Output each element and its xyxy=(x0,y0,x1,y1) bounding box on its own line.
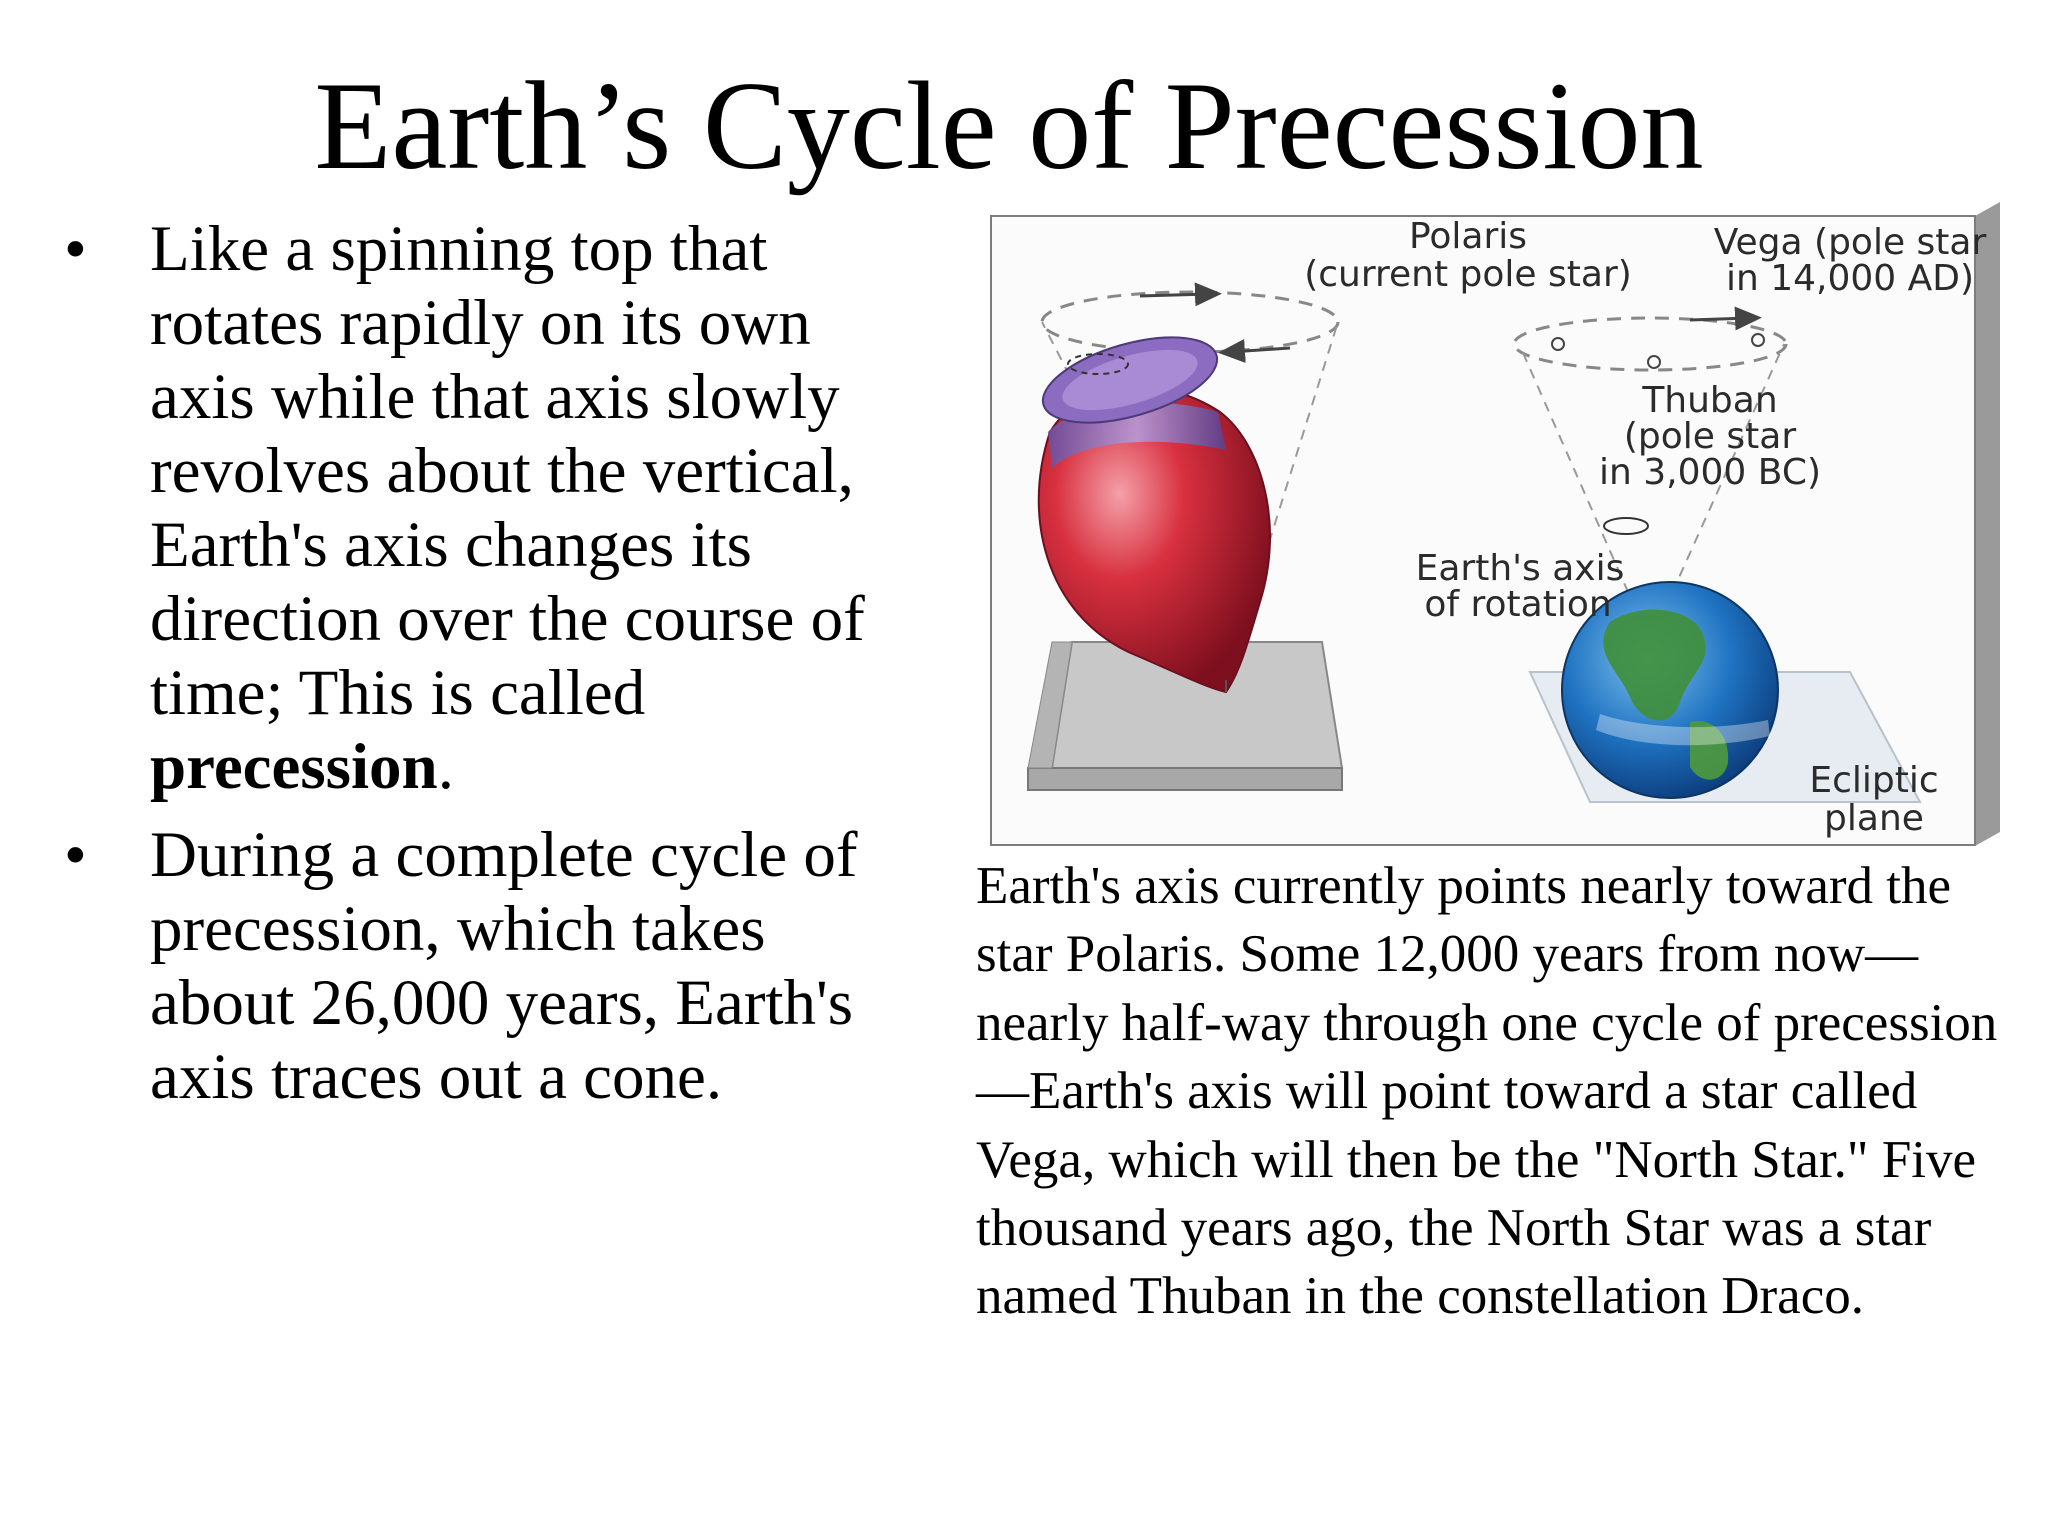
vega-label: Vega (pole star xyxy=(1713,222,1987,263)
axis-sublabel: of rotation xyxy=(1424,584,1612,625)
polaris-label: Polaris xyxy=(1408,216,1528,257)
bullet-text: Like a spinning top that rotates rapidly on its own axis while that axis slowly revolves about the vertical, Earth's axis changes its direction over the course of time; This is called xyxy=(150,213,865,729)
thuban-sublabel-2: in 3,000 BC) xyxy=(1598,452,1822,493)
ecliptic-sublabel: plane xyxy=(1824,798,1924,839)
bullet-item-cycle xyxy=(64,818,904,1114)
precession-diagram xyxy=(990,202,2000,846)
bullet-emphasis: precession xyxy=(150,731,438,803)
polaris-sublabel: (current pole star) xyxy=(1304,254,1632,295)
bullet-text-end: . xyxy=(437,731,454,803)
vega-sublabel: in 14,000 AD) xyxy=(1725,258,1975,299)
bullet-text: During a complete cycle of precession, which takes about 26,000 years, Earth's axis traces out a cone. xyxy=(150,819,858,1113)
thuban-label: Thuban xyxy=(1642,380,1778,421)
ecliptic-label: Ecliptic xyxy=(1809,760,1939,801)
slide-title: Earth’s Cycle of Precession xyxy=(314,57,1704,196)
axis-label: Earth's axis xyxy=(1415,548,1625,589)
bullet-marker: • xyxy=(64,213,87,285)
bullet-marker: • xyxy=(64,819,87,891)
figure-caption: Earth's axis currently points nearly toward the star Polaris. Some 12,000 years from now—nearly half-way through one cycle of precession—Earth's axis will point toward a star called Vega, which will then be the "North Star." Five thousand years ago, the North Star was a star named Thuban in the constellation Draco. xyxy=(976,857,1998,1326)
bullet-item-spinning-top xyxy=(64,212,904,804)
bullet-list xyxy=(64,212,904,1128)
thuban-sublabel-1: (pole star xyxy=(1623,416,1797,457)
